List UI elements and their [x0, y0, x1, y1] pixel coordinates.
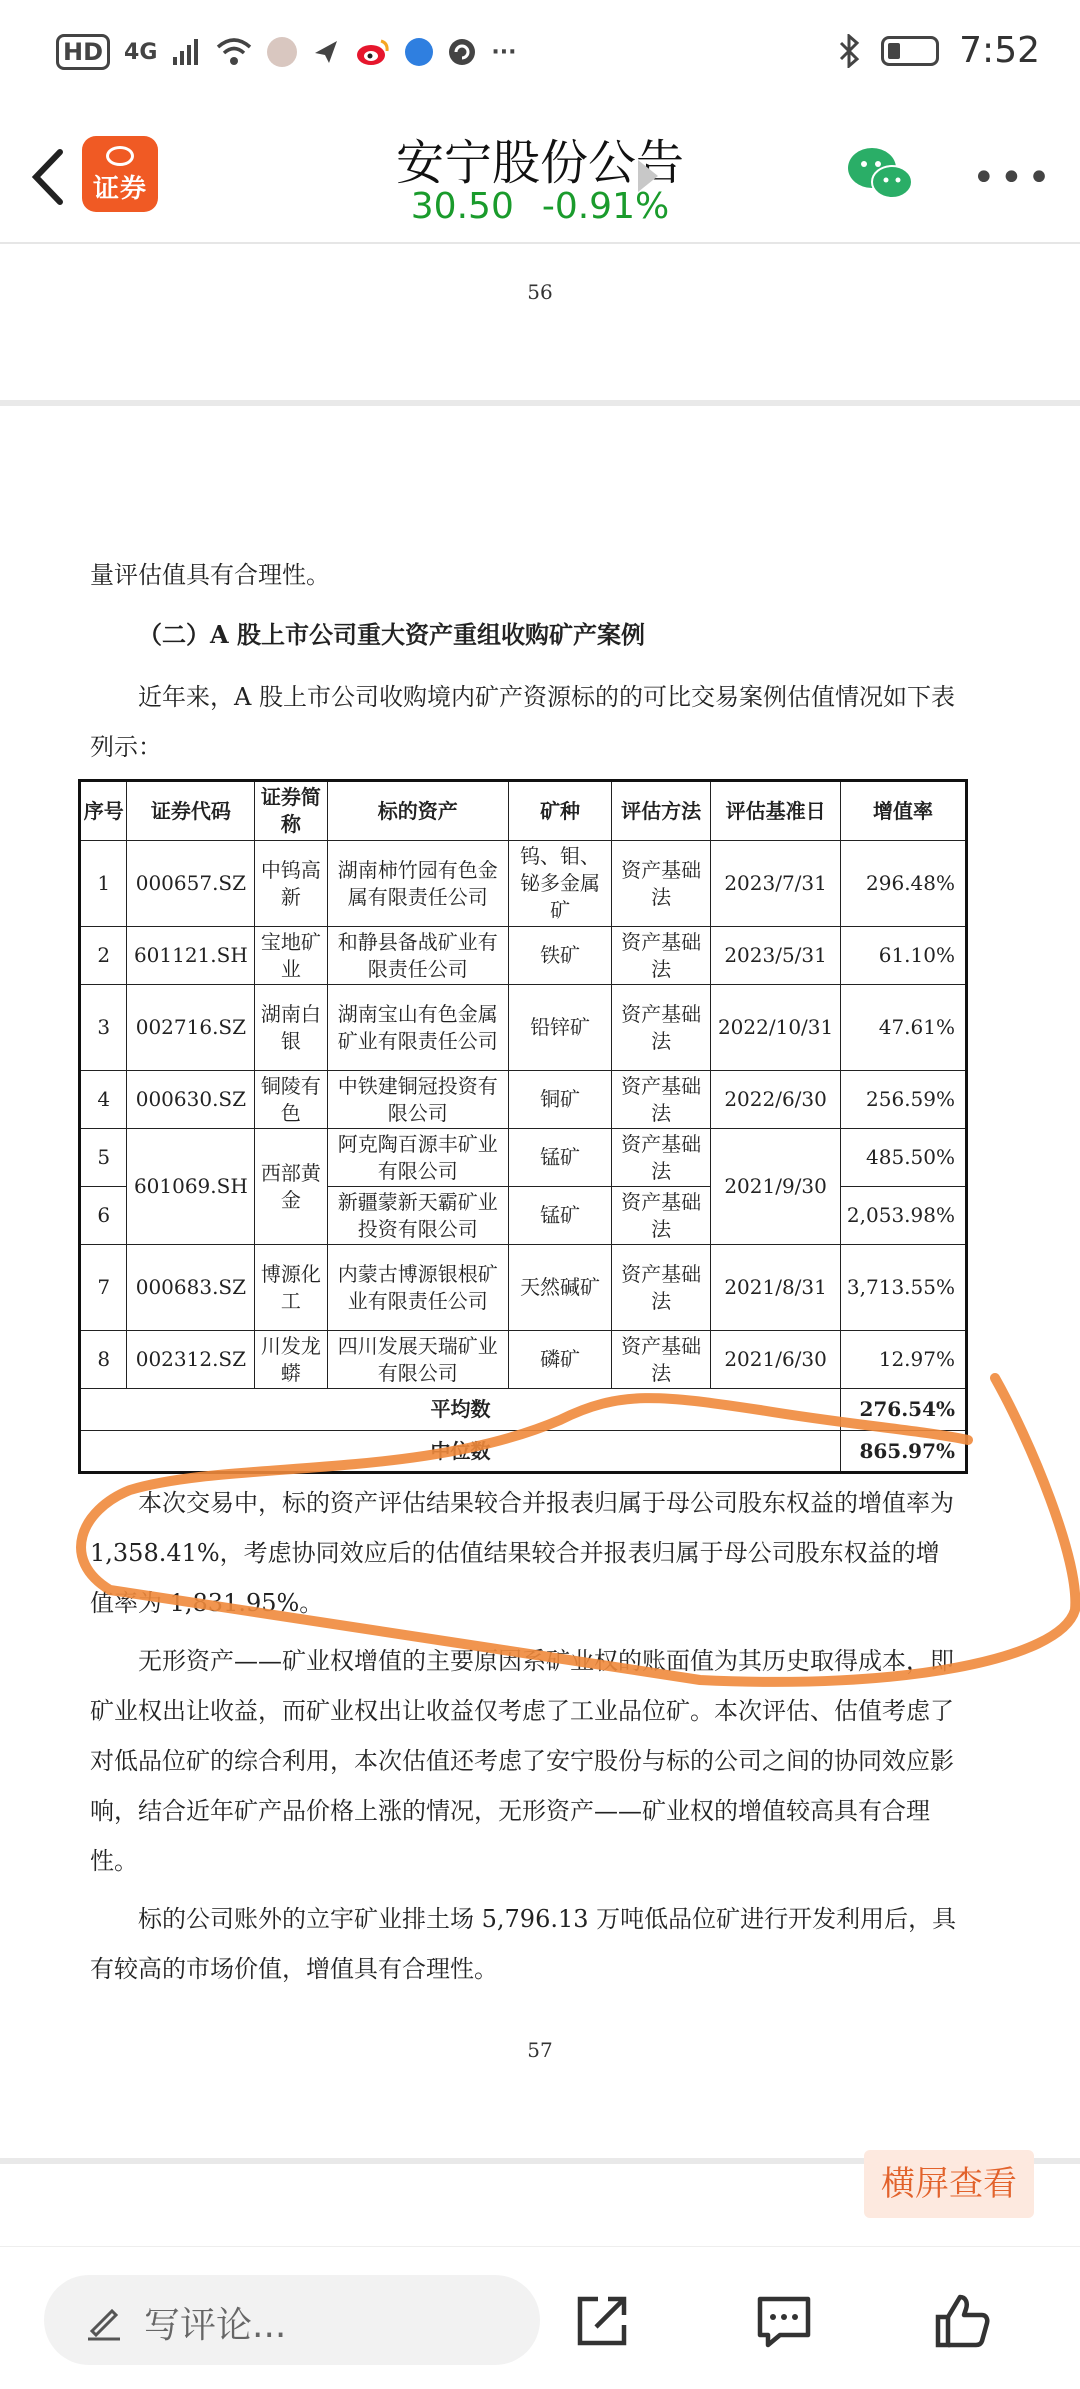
- cell-no: 3: [80, 985, 127, 1071]
- cell-rate: 47.61%: [841, 985, 967, 1071]
- cell-date: 2022/6/30: [711, 1071, 841, 1129]
- cell-mineral: 钨、钼、铋多金属矿: [509, 841, 612, 927]
- landscape-view-button[interactable]: 横屏查看: [864, 2150, 1034, 2218]
- table-row: [80, 1129, 967, 1187]
- cell-method: 资产基础法: [612, 1187, 711, 1245]
- cell-name: 中钨高新: [255, 841, 327, 927]
- paragraph-2: 近年来，A 股上市公司收购境内矿产资源标的的可比交易案例估值情况如下表列示：: [90, 683, 955, 761]
- table-row-median: [80, 1431, 967, 1473]
- col-header: 评估基准日: [711, 781, 841, 841]
- cell-date: 2023/5/31: [711, 927, 841, 985]
- avg-label: 平均数: [80, 1389, 841, 1431]
- paragraph-1: 量评估值具有合理性。: [90, 561, 330, 589]
- cell-mineral: 锰矿: [509, 1129, 612, 1187]
- cell-name: 铜陵有色: [255, 1071, 327, 1129]
- cell-mineral: 磷矿: [509, 1331, 612, 1389]
- page-number-top: 56: [527, 280, 553, 304]
- stock-quote: [0, 186, 1080, 227]
- cell-rate: 296.48%: [841, 841, 967, 927]
- cell-asset: 中铁建铜冠投资有限公司: [327, 1071, 509, 1129]
- avg-value: 276.54%: [841, 1389, 967, 1431]
- col-header: 增值率: [841, 781, 967, 841]
- cell-name: 宝地矿业: [255, 927, 327, 985]
- avatar-notification-icon: [267, 37, 297, 67]
- cell-mineral: 铁矿: [509, 927, 612, 985]
- stock-price: 30.50: [410, 186, 514, 227]
- cell-method: 资产基础法: [612, 1245, 711, 1331]
- browser-icon: [405, 38, 433, 66]
- cell-name: 西部黄金: [255, 1129, 327, 1245]
- wechat-share-icon[interactable]: [846, 144, 916, 204]
- cell-date: 2021/9/30: [711, 1129, 841, 1245]
- cell-code: 002312.SZ: [127, 1331, 255, 1389]
- cell-method: 资产基础法: [612, 1129, 711, 1187]
- cell-rate: 256.59%: [841, 1071, 967, 1129]
- section-heading: （二）A 股上市公司重大资产重组收购矿产案例: [138, 620, 645, 649]
- cell-mineral: 锰矿: [509, 1187, 612, 1245]
- cell-method: 资产基础法: [612, 927, 711, 985]
- cell-rate: 61.10%: [841, 927, 967, 985]
- cell-asset: 内蒙古博源银根矿业有限责任公司: [327, 1245, 509, 1331]
- cell-rate: 12.97%: [841, 1331, 967, 1389]
- paragraph-4: 无形资产——矿业权增值的主要原因系矿业权的账面值为其历史取得成本，即矿业权出让收益，而矿业权出让收益仅考虑了工业品位矿。本次评估、估值考虑了对低品位矿的综合利用，本次估值还考虑了安宁股份与标的公司之间的协同效应影响，结合近年矿产品价格上涨的情况，无形资产——矿业权的增值较高具有合理性。: [90, 1647, 954, 1875]
- cell-name: 博源化工: [255, 1245, 327, 1331]
- col-header: 证券代码: [127, 781, 255, 841]
- cell-asset: 阿克陶百源丰矿业有限公司: [327, 1129, 509, 1187]
- cell-no: 6: [80, 1187, 127, 1245]
- median-value: 865.97%: [841, 1431, 967, 1473]
- cell-code: 601121.SH: [127, 927, 255, 985]
- cell-code: 601069.SH: [127, 1129, 255, 1245]
- cell-code: 000683.SZ: [127, 1245, 255, 1331]
- paragraph-5: 标的公司账外的立宇矿业排土场 5,796.13 万吨低品位矿进行开发利用后，具有较高的市场价值，增值具有合理性。: [90, 1905, 957, 1983]
- cell-no: 7: [80, 1245, 127, 1331]
- more-options-icon[interactable]: •••: [972, 155, 1055, 201]
- cell-no: 2: [80, 927, 127, 985]
- cell-asset: 湖南柿竹园有色金属有限责任公司: [327, 841, 509, 927]
- cell-method: 资产基础法: [612, 841, 711, 927]
- cell-name: 湖南白银: [255, 985, 327, 1071]
- page-title: 安宁股份公告: [395, 135, 684, 191]
- cell-asset: 湖南宝山有色金属矿业有限责任公司: [327, 985, 509, 1071]
- comment-input[interactable]: [44, 2275, 540, 2365]
- cell-code: 000630.SZ: [127, 1071, 255, 1129]
- paragraph-3: 本次交易中，标的资产评估结果较合并报表归属于母公司股东权益的增值率为 1,358.41%，考虑协同效应后的估值结果较合并报表归属于母公司股东权益的增值率为 1,831.95%。: [90, 1489, 954, 1617]
- cell-asset: 新疆蒙新天霸矿业投资有限公司: [327, 1187, 509, 1245]
- page-divider: [0, 400, 1080, 406]
- col-header: 评估方法: [612, 781, 711, 841]
- table-row: [80, 841, 967, 927]
- cell-asset: 四川发展天瑞矿业有限公司: [327, 1331, 509, 1389]
- weibo-icon: [355, 37, 391, 67]
- status-right: [837, 30, 1040, 71]
- cell-date: 2023/7/31: [711, 841, 841, 927]
- cell-name: 川发龙蟒: [255, 1331, 327, 1389]
- status-bar: [0, 0, 1080, 110]
- cell-date: 2021/6/30: [711, 1331, 841, 1389]
- signal-icon: [171, 37, 201, 67]
- valuation-table: [78, 779, 968, 1474]
- cell-no: 1: [80, 841, 127, 927]
- col-header: 证券简称: [255, 781, 327, 841]
- cell-no: 5: [80, 1129, 127, 1187]
- hd-badge: HD: [56, 34, 110, 70]
- page-number-bottom: 57: [527, 2038, 553, 2062]
- cell-mineral: 天然碱矿: [509, 1245, 612, 1331]
- cell-rate: 485.50%: [841, 1129, 967, 1187]
- table-row: [80, 985, 967, 1071]
- cell-mineral: 铅锌矿: [509, 985, 612, 1071]
- cell-asset: 和静县备战矿业有限责任公司: [327, 927, 509, 985]
- sync-app-icon: [447, 37, 477, 67]
- send-app-icon: [311, 37, 341, 67]
- cell-rate: 3,713.55%: [841, 1245, 967, 1331]
- app-header: [0, 110, 1080, 244]
- table-row: [80, 1245, 967, 1331]
- battery-icon: [881, 36, 939, 66]
- cell-method: 资产基础法: [612, 985, 711, 1071]
- pencil-icon: [84, 2301, 124, 2341]
- more-notifications-icon: ···: [491, 39, 517, 65]
- cell-date: 2021/8/31: [711, 1245, 841, 1331]
- cell-method: 资产基础法: [612, 1071, 711, 1129]
- network-label: 4G: [124, 39, 158, 65]
- cell-no: 8: [80, 1331, 127, 1389]
- bluetooth-icon: [837, 34, 861, 68]
- cell-mineral: 铜矿: [509, 1071, 612, 1129]
- col-header: 矿种: [509, 781, 612, 841]
- play-triangle-icon[interactable]: [638, 160, 658, 192]
- status-left: [56, 34, 516, 70]
- stock-change: -0.91%: [541, 186, 670, 227]
- table-row: [80, 1071, 967, 1129]
- wifi-icon: [215, 37, 253, 67]
- comment-icon[interactable]: [754, 2291, 814, 2351]
- cell-no: 4: [80, 1071, 127, 1129]
- cell-code: 000657.SZ: [127, 841, 255, 927]
- clock: 7:52: [959, 30, 1040, 71]
- comment-placeholder: 写评论...: [144, 2305, 287, 2346]
- bottom-action-bar: [0, 2246, 1080, 2389]
- table-row: [80, 927, 967, 985]
- median-label: 中位数: [80, 1431, 841, 1473]
- table-header-row: [80, 781, 967, 841]
- cell-code: 002716.SZ: [127, 985, 255, 1071]
- cell-date: 2022/10/31: [711, 985, 841, 1071]
- app-badge-label: 证券: [92, 174, 147, 204]
- share-icon[interactable]: [572, 2291, 632, 2351]
- cell-rate: 2,053.98%: [841, 1187, 967, 1245]
- like-icon[interactable]: [932, 2291, 992, 2351]
- col-header: 序号: [80, 781, 127, 841]
- table-row: [80, 1331, 967, 1389]
- cell-method: 资产基础法: [612, 1331, 711, 1389]
- table-row-average: [80, 1389, 967, 1431]
- col-header: 标的资产: [327, 781, 509, 841]
